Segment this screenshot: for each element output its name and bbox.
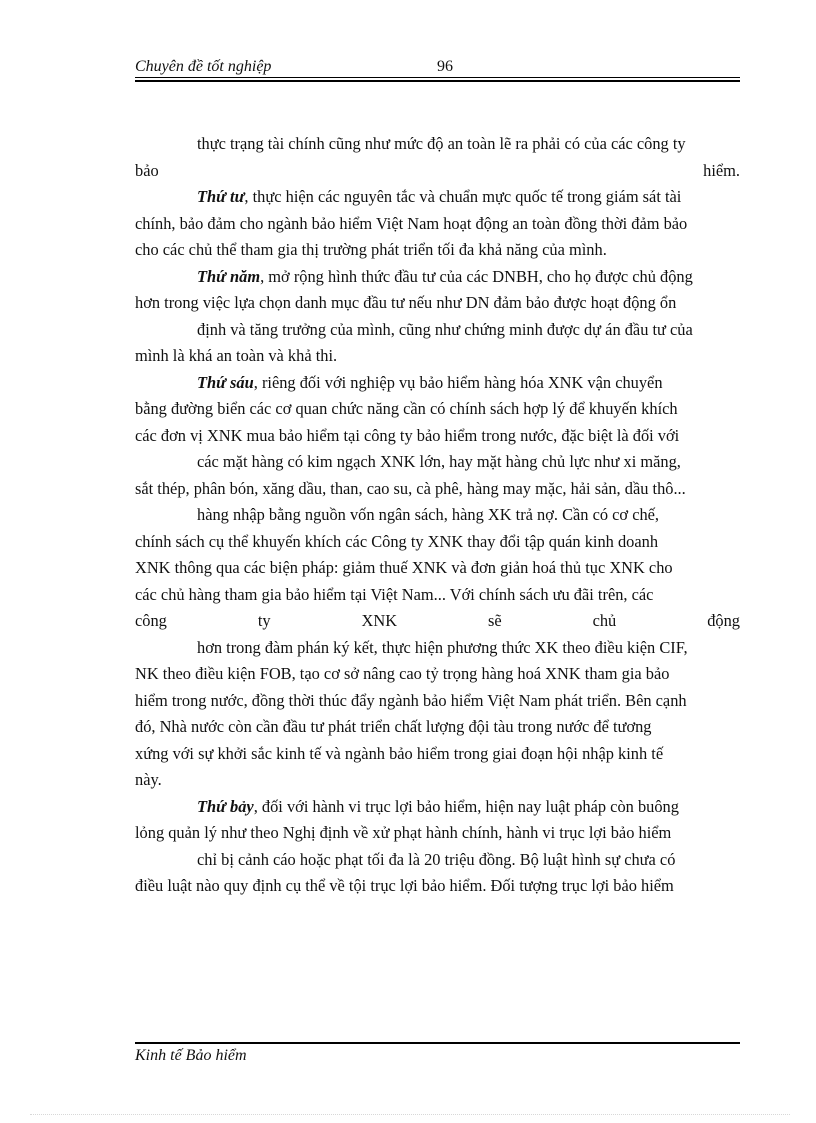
paragraph-thu-bay: Thứ bảy, đối với hành vi trục lợi bảo hiểm, hiện nay luật pháp còn buông [197, 796, 679, 816]
text-line: điều luật nào quy định cụ thể về tội trục lợi bảo hiểm. Đối tượng trục lợi bảo hiểm [135, 876, 674, 895]
text-line: các đơn vị XNK mua bảo hiểm tại công ty bảo hiểm trong nước, đặc biệt là đối với [135, 425, 680, 445]
text-line: thực trạng tài chính cũng như mức độ an toàn lẽ ra phải có của các công ty [197, 134, 686, 153]
text-line: chỉ bị cảnh cáo hoặc phạt tối đa là 20 triệu đồng. Bộ luật hình sự chưa có [197, 849, 676, 869]
text-line: hiểm trong nước, đồng thời thúc đẩy ngành bảo hiểm Việt Nam phát triển. Bên cạnh [135, 690, 687, 710]
text-line: lỏng quản lý như theo Nghị định về xử phạt hành chính, hành vi trục lợi bảo hiểm [135, 823, 672, 842]
paragraph-thu-sau: Thứ sáu, riêng đối với nghiệp vụ bảo hiểm hàng hóa XNK vận chuyển [197, 372, 663, 392]
paragraph-thu-tu: Thứ tư, thực hiện các nguyên tắc và chuẩn mực quốc tế trong giám sát tài [197, 187, 682, 206]
page-header [135, 56, 740, 78]
text-line: XNK thông qua các biện pháp: giảm thuế XNK và đơn giản hoá thủ tục XNK cho [135, 558, 673, 577]
page-footer: Kinh tế Bảo hiểm [135, 1047, 247, 1064]
header-rule-thick [135, 80, 740, 82]
text-line: hơn trong đàm phán ký kết, thực hiện phương thức XK theo điều kiện CIF, [197, 637, 688, 657]
page-number: 96 [437, 58, 453, 75]
text-line: các chủ hàng tham gia bảo hiểm tại Việt Nam... Với chính sách ưu đãi trên, các [135, 584, 654, 604]
text-line: định và tăng trưởng của mình, cũng như chứng minh được dự án đầu tư của [197, 319, 693, 339]
text-line: NK theo điều kiện FOB, tạo cơ sở nâng cao tỷ trọng hàng hoá XNK tham gia bảo [135, 664, 670, 683]
text-line: hơn trong việc lựa chọn danh mục đầu tư nếu như DN đảm bảo được hoạt động ổn [135, 293, 677, 312]
text-line: này. [135, 770, 162, 789]
header-rule-thin [135, 77, 740, 78]
text-line: chính, bảo đảm cho ngành bảo hiểm Việt Nam hoạt động an toàn đồng thời đảm bảo [135, 213, 688, 233]
footer-rule [135, 1042, 740, 1044]
text-line: chính sách cụ thể khuyến khích các Công ty XNK thay đổi tập quán kinh doanh [135, 531, 659, 551]
text-line: xứng với sự khởi sắc kinh tế và ngành bảo hiểm trong giai đoạn hội nhập kinh tế [135, 743, 664, 763]
text-line: sắt thép, phân bón, xăng dầu, than, cao su, cà phê, hàng may mặc, hải sản, dầu thô... [135, 478, 686, 498]
text-line: các mặt hàng có kim ngạch XNK lớn, hay mặt hàng chủ lực như xi măng, [197, 452, 681, 471]
text-line: hàng nhập bằng nguồn vốn ngân sách, hàng XK trả nợ. Cần có cơ chế, [197, 505, 660, 524]
paragraph-heading: Thứ bảy [197, 796, 254, 816]
text-line: cho các chủ thể tham gia thị trường phát triển tối đa khả năng của mình. [135, 240, 607, 259]
text-line: bằng đường biển các cơ quan chức năng cần có chính sách hợp lý để khuyến khích [135, 399, 678, 418]
paragraph-heading: Thứ năm [197, 266, 261, 286]
paragraph-heading: Thứ tư [197, 187, 245, 206]
header-title: Chuyên đề tốt nghiệp [135, 58, 272, 75]
text-line: bảo hiểm. [135, 160, 740, 180]
paragraph-thu-nam: Thứ năm, mở rộng hình thức đầu tư của các DNBH, cho họ được chủ động [197, 266, 693, 286]
text-line-spread: công ty XNK sẽ chủ động [135, 611, 740, 630]
page-edge-dotted-line [30, 1114, 790, 1115]
document-body [135, 131, 740, 900]
text-line: đó, Nhà nước còn cần đầu tư phát triển chất lượng đội tàu trong nước để tương [135, 717, 652, 736]
paragraph-heading: Thứ sáu [197, 372, 254, 392]
text-line: mình là khá an toàn và khả thi. [135, 346, 338, 365]
